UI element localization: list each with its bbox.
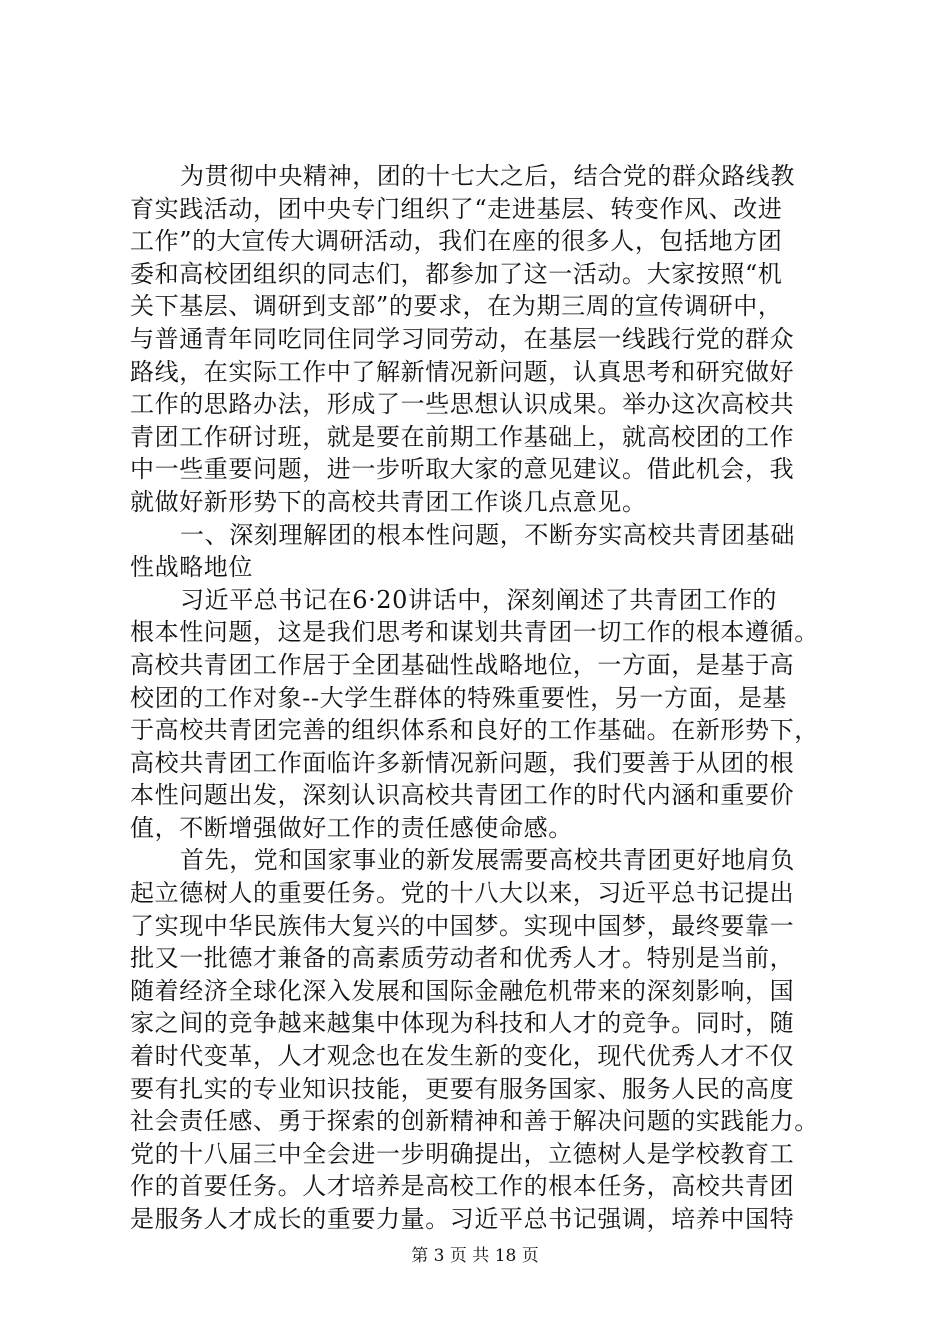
text-line: 为贯彻中央精神，团的十七大之后，结合党的群众路线教	[180, 162, 795, 190]
document-body	[130, 160, 830, 1236]
text-line: 作的首要任务。人才培养是高校工作的根本任务，高校共青团	[130, 1172, 795, 1201]
text-line: 根本性问题，这是我们思考和谋划共青团一切工作的根本遵循。	[130, 618, 819, 647]
text-line: 于高校共青团完善的组织体系和良好的工作基础。在新形势下，	[130, 716, 819, 745]
text-line: 高校共青团工作面临许多新情况新问题，我们要善于从团的根	[130, 748, 795, 777]
text-line: 就做好新形势下的高校共青团工作谈几点意见。	[130, 487, 647, 516]
text-line: 随着经济全球化深入发展和国际金融危机带来的深刻影响，国	[130, 976, 795, 1005]
text-line: 委和高校团组织的同志们，都参加了这一活动。大家按照“机	[130, 259, 783, 288]
text-line: 着时代变革，人才观念也在发生新的变化，现代优秀人才不仅	[130, 1042, 795, 1071]
text-line: 本性问题出发，深刻认识高校共青团工作的时代内涵和重要价	[130, 781, 795, 810]
text-line: 与普通青年同吃同住同学习同劳动，在基层一线践行党的群众	[130, 324, 795, 353]
page-footer: 第 3 页 共 18 页	[411, 1246, 539, 1266]
text-line: 工作”的大宣传大调研活动，我们在座的很多人，包括地方团	[130, 227, 783, 256]
text-line: 青团工作研讨班，就是要在前期工作基础上，就高校团的工作	[130, 422, 795, 451]
text-line: 校团的工作对象--大学生群体的特殊重要性，另一方面，是基	[130, 683, 788, 712]
text-line: 关下基层、调研到支部”的要求，在为期三周的宣传调研中，	[130, 292, 783, 321]
text-line: 家之间的竞争越来越集中体现为科技和人才的竞争。同时，随	[130, 1009, 795, 1038]
text-line: 值，不断增强做好工作的责任感使命感。	[130, 813, 573, 842]
text-line: 批又一批德才兼备的高素质劳动者和优秀人才。特别是当前，	[130, 944, 795, 973]
text-line: 中一些重要问题，进一步听取大家的意见建议。借此机会，我	[130, 455, 795, 484]
text-line: 了实现中华民族伟大复兴的中国梦。实现中国梦，最终要靠一	[130, 911, 795, 940]
text-line: 高校共青团工作居于全团基础性战略地位，一方面，是基于高	[130, 650, 795, 679]
text-line: 一、深刻理解团的根本性问题，不断夯实高校共青团基础	[180, 520, 795, 549]
text-line: 育实践活动，团中央专门组织了“走进基层、转变作风、改进	[130, 194, 783, 223]
text-line: 性战略地位	[130, 553, 253, 582]
text-line: 是服务人才成长的重要力量。习近平总书记强调，培养中国特	[130, 1205, 795, 1233]
text-line: 党的十八届三中全会进一步明确提出，立德树人是学校教育工	[130, 1139, 795, 1168]
text-line: 要有扎实的专业知识技能，更要有服务国家、服务人民的高度	[130, 1074, 795, 1103]
text-line: 首先，党和国家事业的新发展需要高校共青团更好地肩负	[180, 846, 795, 875]
text-line: 起立德树人的重要任务。党的十八大以来，习近平总书记提出	[130, 879, 795, 908]
text-line: 路线，在实际工作中了解新情况新问题，认真思考和研究做好	[130, 357, 795, 386]
text-line: 工作的思路办法，形成了一些思想认识成果。举办这次高校共	[130, 390, 795, 419]
text-line: 习近平总书记在6·20讲话中，深刻阐述了共青团工作的	[180, 585, 778, 614]
text-line: 社会责任感、勇于探索的创新精神和善于解决问题的实践能力。	[130, 1107, 819, 1136]
